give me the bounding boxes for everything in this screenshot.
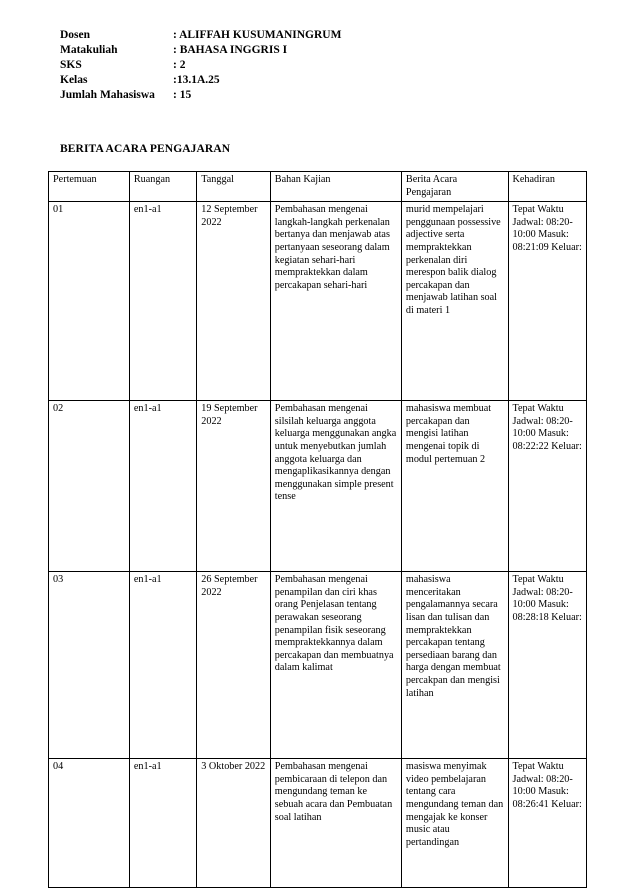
info-value: : ALIFFAH KUSUMANINGRUM	[173, 29, 342, 41]
table-header-row	[49, 172, 587, 202]
course-info	[60, 28, 341, 103]
header-kehadiran: Kehadiran	[508, 172, 586, 202]
header-tanggal: Tanggal	[197, 172, 271, 202]
cell-ruangan: en1-a1	[129, 202, 196, 401]
info-label: Jumlah Mahasiswa	[60, 89, 155, 101]
cell-bahan-kajian: Pembahasan mengenai silsilah keluarga anggota keluarga menggunakan angka untuk menyebutkan jumlah anggota keluarga dan mengaplikasikannya dengan menggunakan simple present tense	[270, 401, 401, 572]
cell-berita-acara: masiswa menyimak video pembelajaran tentang cara mengundang teman dan mengajak ke konser music atau pertandingan	[401, 759, 508, 888]
info-label: Kelas	[60, 74, 88, 86]
cell-tanggal: 19 September 2022	[197, 401, 271, 572]
cell-tanggal: 26 September 2022	[197, 572, 271, 759]
info-value: : 15	[173, 89, 192, 101]
cell-kehadiran: Tepat Waktu Jadwal: 08:20-10:00 Masuk: 08:22:22 Keluar:	[508, 401, 586, 572]
info-row-dosen	[60, 28, 341, 43]
cell-berita-acara: mahasiswa menceritakan pengalamannya secara lisan dan tulisan dan mempraktekkan percakapan tentang persediaan barang dan harga dengan membuat percakpan dan mengisi latihan	[401, 572, 508, 759]
info-label: SKS	[60, 59, 82, 71]
cell-bahan-kajian: Pembahasan mengenai penampilan dan ciri khas orang Penjelasan tentang perawakan seseorang penampilan fisik seseorang mempraktekkannya dalam percakapan dan membuatnya dalam kalimat	[270, 572, 401, 759]
info-row-kelas	[60, 73, 341, 88]
header-berita-acara: Berita Acara Pengajaran	[401, 172, 508, 202]
cell-pertemuan: 01	[49, 202, 130, 401]
info-row-matakuliah	[60, 43, 341, 58]
cell-bahan-kajian: Pembahasan mengenai pembicaraan di telepon dan mengundang teman ke sebuah acara dan Pembuatan soal latihan	[270, 759, 401, 888]
cell-pertemuan: 03	[49, 572, 130, 759]
cell-tanggal: 12 September 2022	[197, 202, 271, 401]
header-bahan-kajian: Bahan Kajian	[270, 172, 401, 202]
header-ruangan: Ruangan	[129, 172, 196, 202]
cell-kehadiran: Tepat Waktu Jadwal: 08:20-10:00 Masuk: 08:21:09 Keluar:	[508, 202, 586, 401]
info-value: : 2	[173, 59, 186, 71]
cell-pertemuan: 02	[49, 401, 130, 572]
cell-pertemuan: 04	[49, 759, 130, 888]
header-pertemuan: Pertemuan	[49, 172, 130, 202]
teaching-report-table	[48, 171, 587, 888]
cell-kehadiran: Tepat Waktu Jadwal: 08:20-10:00 Masuk: 08:26:41 Keluar:	[508, 759, 586, 888]
cell-berita-acara: mahasiswa membuat percakapan dan mengisi latihan mengenai topik di modul pertemuan 2	[401, 401, 508, 572]
table-row	[49, 572, 587, 759]
info-label: Dosen	[60, 29, 91, 41]
section-title: BERITA ACARA PENGAJARAN	[60, 143, 231, 155]
table-row	[49, 401, 587, 572]
cell-bahan-kajian: Pembahasan mengenai langkah-langkah perkenalan bertanya dan menjawab atas pertanyaan seseorang dalam kegiatan sehari-hari mempraktekkan dalam percakapan sehari-hari	[270, 202, 401, 401]
cell-ruangan: en1-a1	[129, 572, 196, 759]
info-row-sks	[60, 58, 341, 73]
cell-ruangan: en1-a1	[129, 401, 196, 572]
cell-tanggal: 3 Oktober 2022	[197, 759, 271, 888]
info-value: : BAHASA INGGRIS I	[173, 44, 288, 56]
info-value: :13.1A.25	[173, 74, 220, 86]
cell-kehadiran: Tepat Waktu Jadwal: 08:20-10:00 Masuk: 08:28:18 Keluar:	[508, 572, 586, 759]
info-row-jumlah-mahasiswa	[60, 88, 341, 103]
cell-ruangan: en1-a1	[129, 759, 196, 888]
table-row	[49, 759, 587, 888]
table-row	[49, 202, 587, 401]
cell-berita-acara: murid mempelajari penggunaan possessive adjective serta mempraktekkan perkenalan diri merespon balik dialog percakapan dan menjawab latihan soal di materi 1	[401, 202, 508, 401]
info-label: Matakuliah	[60, 44, 118, 56]
